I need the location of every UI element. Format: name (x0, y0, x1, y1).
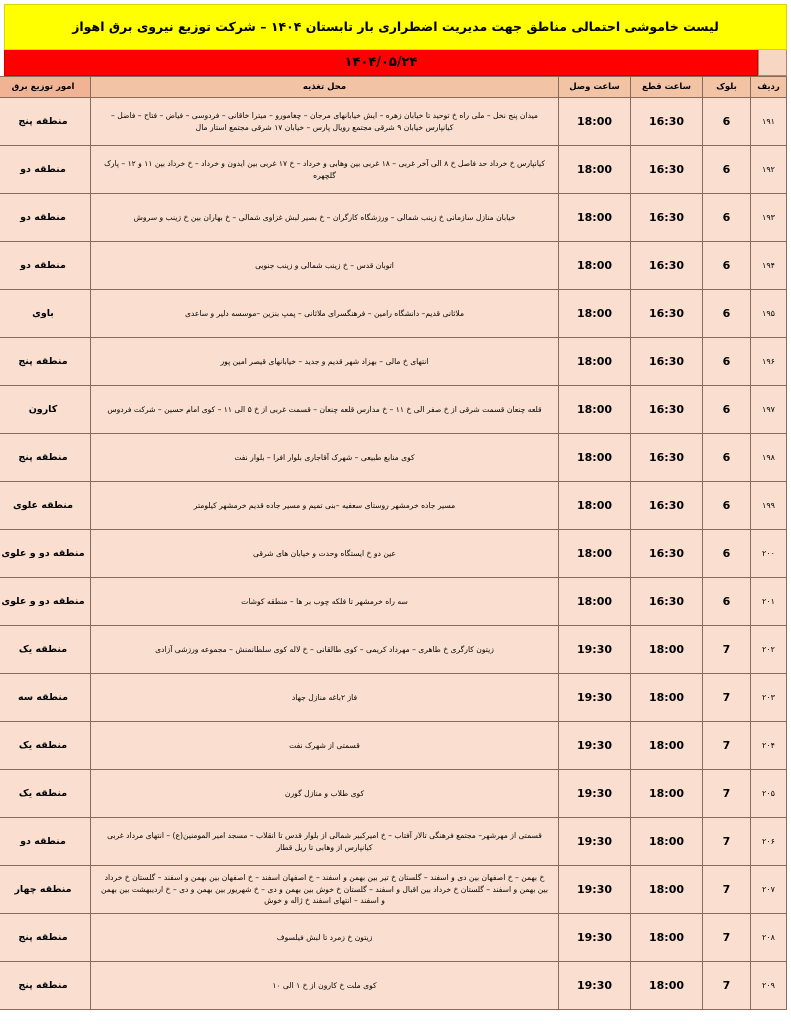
cell-block-number: 6 (703, 530, 751, 578)
schedule-date: ۱۴۰۴/۰۵/۲۴ (344, 55, 418, 70)
cell-distribution-area: منطقه چهار (0, 866, 91, 914)
table-row (0, 674, 787, 722)
cell-block-number: 6 (703, 578, 751, 626)
date-banner-corner-cell (758, 50, 787, 76)
title-banner (4, 4, 787, 50)
cell-feed-location: قلعه چنعان قسمت شرقی از خ صفر الی خ ۱۱ – خ مدارس قلعه چنعان – قسمت غربی از خ ۵ الی ۱۱ – کوی امام حسین – شرکت فردوس (91, 386, 559, 434)
table-row (0, 290, 787, 338)
cell-cut-time: 18:00 (631, 722, 703, 770)
cell-feed-location: کوی ملت خ کارون از خ ۱ الی ۱۰ (91, 962, 559, 1010)
cell-row-number: ۱۹۱ (751, 98, 787, 146)
cell-distribution-area: منطقه یک (0, 626, 91, 674)
table-row (0, 242, 787, 290)
table-header-row (0, 77, 787, 98)
date-banner-row (4, 50, 787, 76)
cell-distribution-area: منطقه سه (0, 674, 91, 722)
table-row (0, 962, 787, 1010)
page-title: لیست خاموشی احتمالی مناطق جهت مدیریت اضطراری بار تابستان ۱۴۰۴ – شرکت توزیع نیروی برق اهواز (72, 18, 719, 34)
cell-block-number: 6 (703, 146, 751, 194)
cell-row-number: ۱۹۵ (751, 290, 787, 338)
cell-row-number: ۲۰۷ (751, 866, 787, 914)
cell-connect-time: 19:30 (559, 770, 631, 818)
cell-connect-time: 19:30 (559, 674, 631, 722)
cell-row-number: ۲۰۵ (751, 770, 787, 818)
cell-connect-time: 19:30 (559, 962, 631, 1010)
cell-cut-time: 16:30 (631, 194, 703, 242)
cell-cut-time: 18:00 (631, 914, 703, 962)
cell-connect-time: 18:00 (559, 242, 631, 290)
cell-block-number: 6 (703, 98, 751, 146)
cell-connect-time: 18:00 (559, 194, 631, 242)
cell-block-number: 7 (703, 626, 751, 674)
table-row (0, 914, 787, 962)
cell-distribution-area: منطقه پنج (0, 962, 91, 1010)
cell-connect-time: 19:30 (559, 722, 631, 770)
cell-distribution-area: منطقه دو (0, 146, 91, 194)
cell-row-number: ۲۰۹ (751, 962, 787, 1010)
cell-feed-location: عین دو خ ایستگاه وحدت و خیابان های شرقی (91, 530, 559, 578)
table-row (0, 770, 787, 818)
column-header-place: محل تغذیه (91, 77, 559, 98)
cell-connect-time: 18:00 (559, 290, 631, 338)
cell-connect-time: 18:00 (559, 434, 631, 482)
column-header-connect: ساعت وصل (559, 77, 631, 98)
cell-cut-time: 16:30 (631, 482, 703, 530)
cell-block-number: 7 (703, 770, 751, 818)
cell-connect-time: 18:00 (559, 98, 631, 146)
table-row (0, 434, 787, 482)
cell-feed-location: مسیر جاده خرمشهر روستای سعفیه –بنی تمیم و مسیر جاده قدیم خرمشهر کیلومتر (91, 482, 559, 530)
cell-distribution-area: منطقه یک (0, 722, 91, 770)
cell-feed-location: کوی منابع طبیعی – شهرک آقاجاری بلوار افرا – بلوار نفت (91, 434, 559, 482)
cell-row-number: ۲۰۱ (751, 578, 787, 626)
cell-distribution-area: منطقه دو و علوی (0, 530, 91, 578)
cell-feed-location: زیتون کارگری خ طاهری – مهرداد کریمی – کوی طالقانی – خ لاله کوی سلطانمنش – مجموعه ورزشی آزادی (91, 626, 559, 674)
table-row (0, 626, 787, 674)
cell-cut-time: 16:30 (631, 290, 703, 338)
outage-table (0, 76, 787, 1010)
cell-cut-time: 16:30 (631, 338, 703, 386)
cell-connect-time: 18:00 (559, 578, 631, 626)
cell-cut-time: 16:30 (631, 242, 703, 290)
cell-feed-location: فاز ۲باغه منازل جهاد (91, 674, 559, 722)
table-body (0, 98, 787, 1010)
cell-feed-location: میدان پنج نخل – ملی راه خ توحید تا خیابان زهره – ایش خیابانهای مرجان – چغامورو – میترا خاقانی – فردوسی – فیاض – فتاح – فاضل – کیانپارس خیابان ۹ شرقی مجتمع رویال پارس – خیابان ۱۷ شرقی مجتمع استار مال (91, 98, 559, 146)
cell-cut-time: 16:30 (631, 146, 703, 194)
cell-block-number: 7 (703, 722, 751, 770)
cell-block-number: 7 (703, 866, 751, 914)
cell-distribution-area: منطقه دو (0, 818, 91, 866)
table-row (0, 482, 787, 530)
cell-feed-location: انتهای خ مالی – بهزاد شهر قدیم و جدید – خیابانهای قیصر امین پور (91, 338, 559, 386)
cell-cut-time: 18:00 (631, 866, 703, 914)
cell-block-number: 7 (703, 818, 751, 866)
cell-connect-time: 18:00 (559, 386, 631, 434)
cell-distribution-area: کارون (0, 386, 91, 434)
cell-distribution-area: منطقه پنج (0, 338, 91, 386)
cell-cut-time: 16:30 (631, 434, 703, 482)
cell-distribution-area: باوی (0, 290, 91, 338)
cell-distribution-area: منطقه دو و علوی (0, 578, 91, 626)
column-header-cut: ساعت قطع (631, 77, 703, 98)
cell-block-number: 6 (703, 482, 751, 530)
cell-block-number: 7 (703, 962, 751, 1010)
cell-distribution-area: منطقه یک (0, 770, 91, 818)
table-row (0, 338, 787, 386)
cell-feed-location: کیانپارس خ خرداد حد فاصل خ ۸ الی آخر غربی – ۱۸ غربی بین وهابی و خرداد – خ ۱۷ غربی بین ایدون و خرداد – خ خرداد بین ۱۱ و ۱۲ – پارک گلچهره (91, 146, 559, 194)
cell-cut-time: 18:00 (631, 674, 703, 722)
cell-block-number: 6 (703, 194, 751, 242)
cell-row-number: ۲۰۰ (751, 530, 787, 578)
cell-connect-time: 19:30 (559, 914, 631, 962)
cell-cut-time: 16:30 (631, 578, 703, 626)
cell-connect-time: 18:00 (559, 338, 631, 386)
cell-connect-time: 19:30 (559, 866, 631, 914)
cell-connect-time: 18:00 (559, 482, 631, 530)
table-row (0, 722, 787, 770)
cell-row-number: ۱۹۴ (751, 242, 787, 290)
cell-row-number: ۲۰۴ (751, 722, 787, 770)
cell-block-number: 6 (703, 290, 751, 338)
cell-cut-time: 18:00 (631, 770, 703, 818)
cell-block-number: 6 (703, 338, 751, 386)
cell-row-number: ۲۰۶ (751, 818, 787, 866)
cell-distribution-area: منطقه علوی (0, 482, 91, 530)
cell-distribution-area: منطقه پنج (0, 914, 91, 962)
cell-distribution-area: منطقه پنج (0, 98, 91, 146)
cell-cut-time: 16:30 (631, 530, 703, 578)
cell-distribution-area: منطقه پنج (0, 434, 91, 482)
cell-connect-time: 19:30 (559, 626, 631, 674)
cell-block-number: 6 (703, 434, 751, 482)
cell-cut-time: 18:00 (631, 626, 703, 674)
cell-cut-time: 18:00 (631, 818, 703, 866)
table-row (0, 386, 787, 434)
cell-row-number: ۱۹۹ (751, 482, 787, 530)
cell-row-number: ۱۹۸ (751, 434, 787, 482)
table-row (0, 530, 787, 578)
table-row (0, 818, 787, 866)
cell-connect-time: 18:00 (559, 146, 631, 194)
cell-feed-location: اتوبان قدس – خ زینب شمالی و زینب جنوبی (91, 242, 559, 290)
cell-cut-time: 16:30 (631, 98, 703, 146)
cell-row-number: ۲۰۲ (751, 626, 787, 674)
cell-feed-location: ملاثانی قدیم– دانشگاه رامین – فرهنگسرای ملاثانی – پمپ بنزین –موسسه دلیر و ساعدی (91, 290, 559, 338)
column-header-radif: ردیف (751, 77, 787, 98)
table-row (0, 98, 787, 146)
cell-block-number: 6 (703, 242, 751, 290)
cell-feed-location: خیابان منازل سازمانی خ زینب شمالی – ورزشگاه کارگران – خ بصیر لبش غزاوی شمالی – خ بهاران بین خ زینب و سروش (91, 194, 559, 242)
cell-row-number: ۱۹۷ (751, 386, 787, 434)
cell-block-number: 7 (703, 674, 751, 722)
cell-feed-location: خ بهمن – خ اصفهان بین دی و اسفند – گلستان خ تیر بین بهمن و اسفند – خ اصفهان اسفند – خ اصفهان بین بهمن و اسفند – گلستان خ خرداد بین بهمن و اسفند – گلستان خ خرداد بین اقبال و اسفند – گلستان خ خوش بین بهمن و دی – خ شهریور بین بهمن و دی – خ اردیبهشت بین بهمن و اسفند – انتهای اسفند خ ژاله و خوش (91, 866, 559, 914)
cell-feed-location: قسمتی از مهرشهر– مجتمع فرهنگی تالار آفتاب – خ امیرکبیر شمالی از بلوار قدس تا انقلاب – مسجد امیر المومنین(ع) – انتهای مرداد غربی کیانپارس از وهابی تا ریل قطار (91, 818, 559, 866)
table-row (0, 146, 787, 194)
column-header-area: امور توزیع برق (0, 77, 91, 98)
cell-row-number: ۱۹۶ (751, 338, 787, 386)
cell-connect-time: 18:00 (559, 530, 631, 578)
cell-connect-time: 19:30 (559, 818, 631, 866)
column-header-block: بلوک (703, 77, 751, 98)
cell-feed-location: زیتون خ زمرد تا لبش فیلسوف (91, 914, 559, 962)
cell-row-number: ۱۹۳ (751, 194, 787, 242)
cell-block-number: 7 (703, 914, 751, 962)
cell-cut-time: 16:30 (631, 386, 703, 434)
cell-distribution-area: منطقه دو (0, 194, 91, 242)
cell-row-number: ۱۹۲ (751, 146, 787, 194)
table-header (0, 77, 787, 98)
cell-cut-time: 18:00 (631, 962, 703, 1010)
cell-block-number: 6 (703, 386, 751, 434)
cell-feed-location: کوی طلاب و منازل گورن (91, 770, 559, 818)
table-row (0, 194, 787, 242)
cell-row-number: ۲۰۳ (751, 674, 787, 722)
table-row (0, 866, 787, 914)
cell-row-number: ۲۰۸ (751, 914, 787, 962)
date-banner (4, 50, 758, 76)
cell-feed-location: قسمتی از شهرک نفت (91, 722, 559, 770)
table-row (0, 578, 787, 626)
cell-distribution-area: منطقه دو (0, 242, 91, 290)
cell-feed-location: سه راه خرمشهر تا فلکه چوب بر ها – منطقه کوشات (91, 578, 559, 626)
